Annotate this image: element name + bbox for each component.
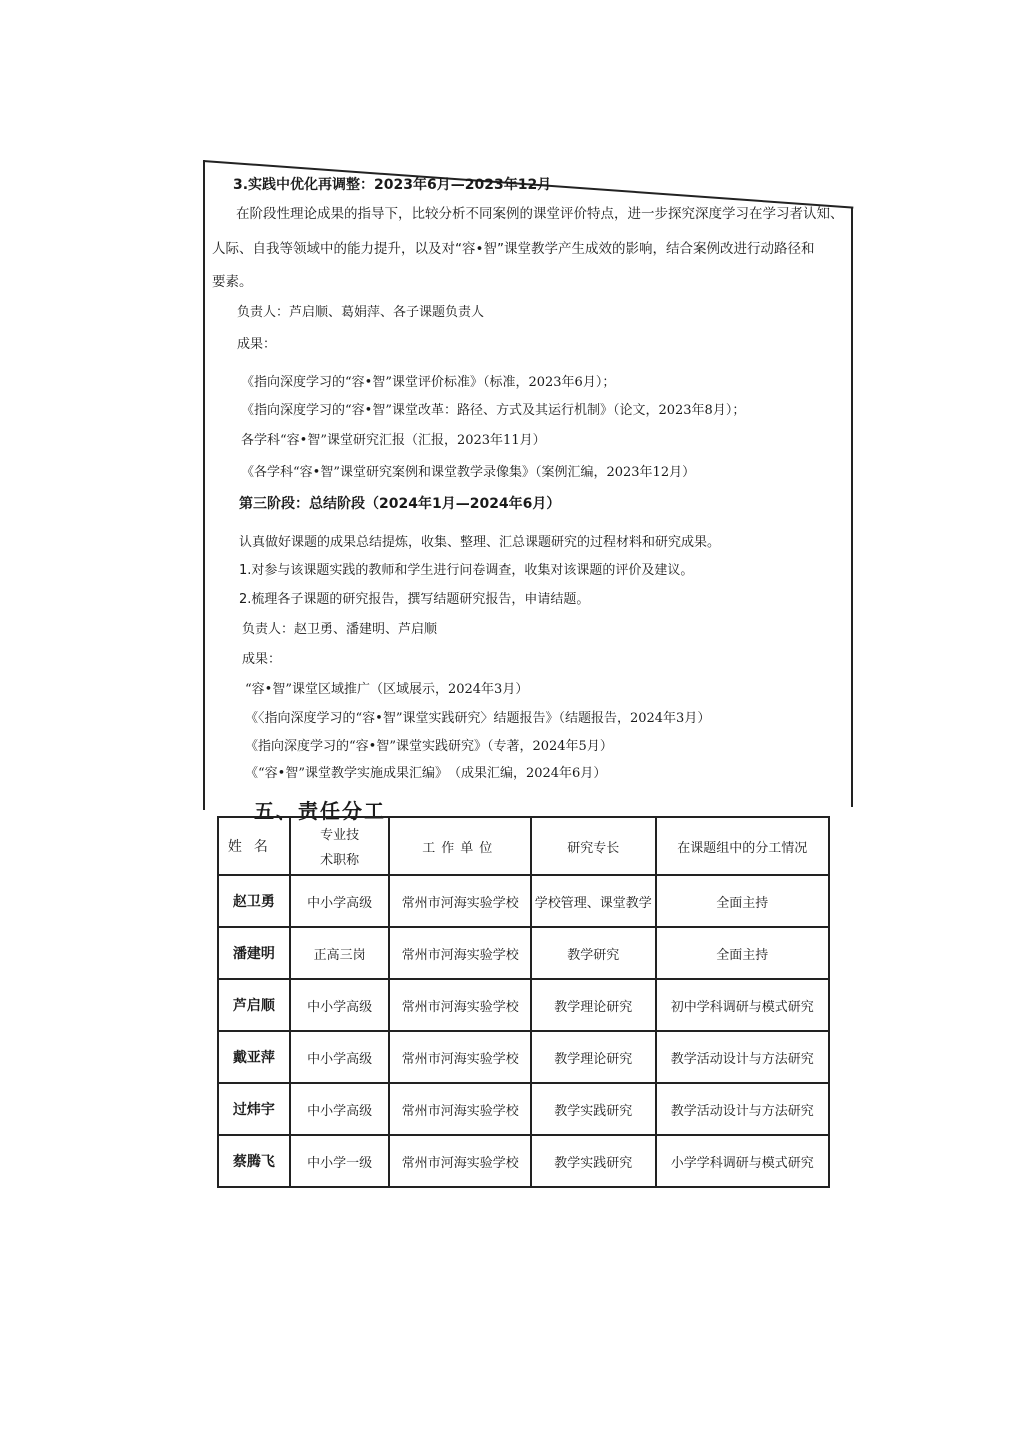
cell-unit: 常州市河海实验学校 (389, 979, 531, 1031)
table-row (218, 1083, 829, 1135)
stage-practice-result-3: 各学科“容•智”课堂研究汇报（汇报，2023年11月） (241, 433, 546, 448)
header-title-line-2: 术职称 (320, 853, 360, 868)
cell-unit: 常州市河海实验学校 (389, 927, 531, 979)
table-row (218, 979, 829, 1031)
cell-name: 芦启顺 (218, 979, 290, 1031)
cell-role: 全面主持 (656, 927, 829, 979)
stage-practice-owner: 负责人：芦启顺、葛娟萍、各子课题负责人 (237, 305, 485, 320)
table-row (218, 1031, 829, 1083)
cell-name: 潘建明 (218, 927, 290, 979)
table-header-row (218, 817, 829, 875)
cell-role: 教学活动设计与方法研究 (656, 1031, 829, 1083)
stage-three-result-4: 《“容•智”课堂教学实施成果汇编》 （成果汇编，2024年6月） (245, 766, 607, 781)
stage-practice-result-4: 《各学科“容•智”课堂研究案例和课堂教学录像集》（案例汇编，2023年12月） (241, 465, 696, 480)
stage-three-item-2: 2.梳理各子课题的研究报告，撰写结题研究报告，申请结题。 (239, 592, 590, 607)
header-name: 姓名 (218, 817, 290, 875)
stage-three-result-3: 《指向深度学习的“容•智”课堂实践研究》（专著，2024年5月） (245, 739, 613, 754)
stage-practice-result-2: 《指向深度学习的“容•智”课堂改革：路径、方式及其运行机制》（论文，2023年8月）； (241, 403, 746, 418)
cell-title: 中小学高级 (290, 875, 390, 927)
stage-three-intro: 认真做好课题的成果总结提炼，收集、整理、汇总课题研究的过程材料和研究成果。 (239, 535, 721, 550)
header-professional-title (290, 817, 390, 875)
cell-role: 小学学科调研与模式研究 (656, 1135, 829, 1187)
cell-role: 教学活动设计与方法研究 (656, 1083, 829, 1135)
cell-title: 中小学高级 (290, 979, 390, 1031)
cell-specialty: 学校管理、课堂教学 (531, 875, 656, 927)
stage-practice-para-1: 在阶段性理论成果的指导下，比较分析不同案例的课堂评价特点，进一步探究深度学习在学习者认知、 (236, 206, 844, 222)
cell-unit: 常州市河海实验学校 (389, 1083, 531, 1135)
stage-three-item-1: 1.对参与该课题实践的教师和学生进行问卷调查，收集对该课题的评价及建议。 (239, 563, 694, 578)
responsibility-table (217, 816, 830, 1188)
cell-unit: 常州市河海实验学校 (389, 1135, 531, 1187)
cell-specialty: 教学理论研究 (531, 979, 656, 1031)
cell-role: 初中学科调研与模式研究 (656, 979, 829, 1031)
cell-specialty: 教学实践研究 (531, 1135, 656, 1187)
cell-specialty: 教学理论研究 (531, 1031, 656, 1083)
stage-practice-result-1: 《指向深度学习的“容•智”课堂评价标准》（标准，2023年6月）； (241, 375, 616, 390)
cell-unit: 常州市河海实验学校 (389, 1031, 531, 1083)
stage-practice-para-3: 要素。 (212, 274, 253, 290)
cell-role: 全面主持 (656, 875, 829, 927)
stage-three-result-1: “容•智”课堂区域推广（区域展示，2024年3月） (245, 682, 529, 697)
cell-title: 中小学高级 (290, 1083, 390, 1135)
header-role: 在课题组中的分工情况 (656, 817, 829, 875)
stage-practice-results-label: 成果： (237, 337, 277, 352)
stage-practice-heading: 3.实践中优化再调整：2023年6月—2023年12月 (233, 177, 552, 193)
stage-three-result-2: 《〈指向深度学习的“容•智”课堂实践研究〉结题报告》（结题报告，2024年3月） (245, 711, 711, 726)
header-specialty: 研究专长 (531, 817, 656, 875)
stage-three-owner: 负责人：赵卫勇、潘建明、芦启顺 (242, 622, 438, 637)
header-title-line-1: 专业技 (320, 828, 360, 843)
cell-name: 戴亚萍 (218, 1031, 290, 1083)
table-row (218, 1135, 829, 1187)
frame-right-border (851, 207, 853, 807)
cell-name: 蔡腾飞 (218, 1135, 290, 1187)
stage-three-heading: 第三阶段：总结阶段（2024年1月—2024年6月） (239, 496, 561, 512)
cell-name: 赵卫勇 (218, 875, 290, 927)
section-five-title: 五、责任分工 (254, 799, 386, 823)
frame-left-border (203, 160, 205, 810)
table-row (218, 927, 829, 979)
cell-title: 正高三岗 (290, 927, 390, 979)
cell-specialty: 教学实践研究 (531, 1083, 656, 1135)
table-row (218, 875, 829, 927)
cell-name: 过炜宇 (218, 1083, 290, 1135)
header-unit: 工作单位 (389, 817, 531, 875)
cell-title: 中小学高级 (290, 1031, 390, 1083)
cell-title: 中小学一级 (290, 1135, 390, 1187)
cell-specialty: 教学研究 (531, 927, 656, 979)
stage-three-results-label: 成果： (242, 652, 282, 667)
stage-practice-para-2: 人际、自我等领域中的能力提升，以及对“容•智”课堂教学产生成效的影响，结合案例改进行动路径和 (212, 241, 815, 257)
cell-unit: 常州市河海实验学校 (389, 875, 531, 927)
